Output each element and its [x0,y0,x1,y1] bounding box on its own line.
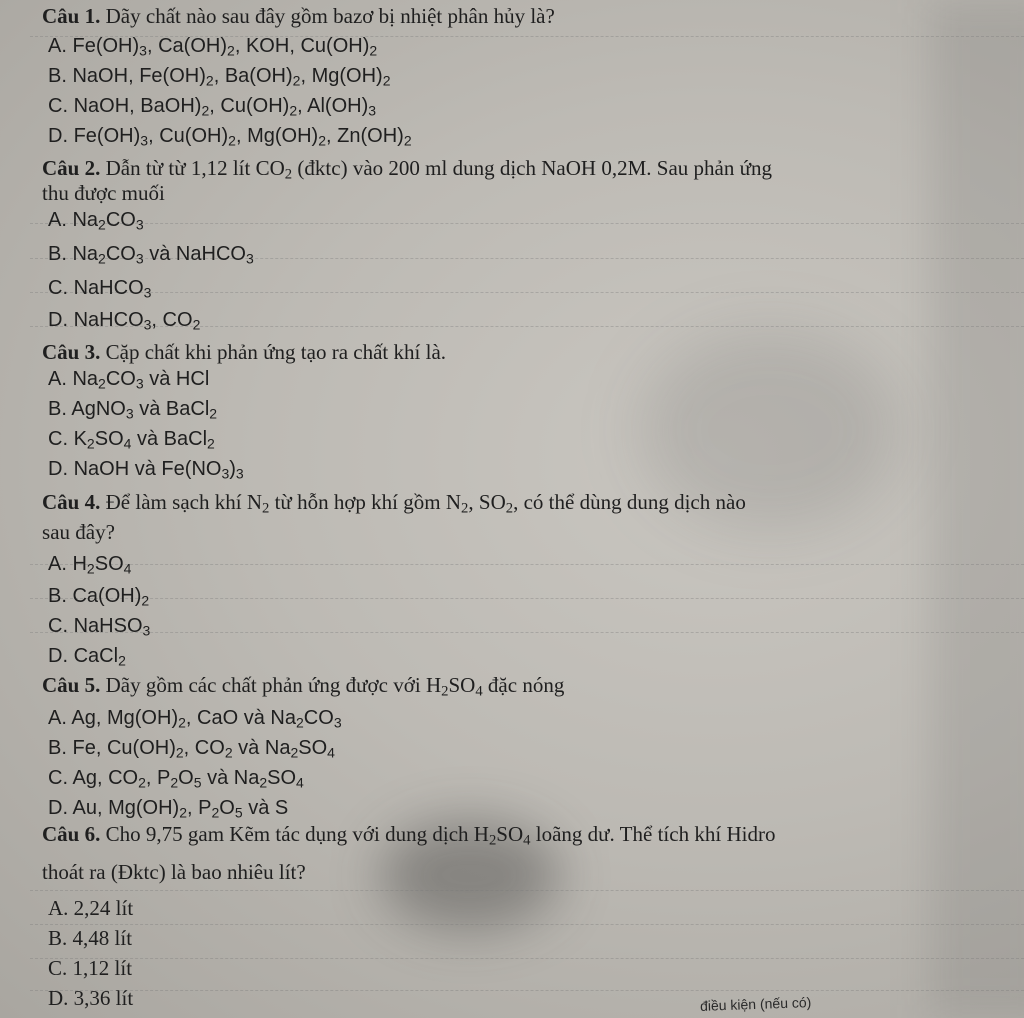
rule-line [30,924,1024,925]
option-c[interactable]: C. NaHCO$_3$ [48,277,152,301]
option-a[interactable]: A. $Na_2CO_3$ [48,209,144,233]
edge-shadow [930,0,1024,1018]
option-d[interactable]: D. CaCl$_2$ [48,645,126,669]
question-text-continued: thu được muối [42,181,165,205]
option-b[interactable]: B. Fe, $Cu(OH)_2$, $CO_2$ và $Na_2SO_4$ [48,737,335,761]
rule-line [30,958,1024,959]
question-text: Cho 9,75 gam Kẽm tác dụng với dung dịch $H_2SO_4$ loãng dư. Thể tích khí Hidro [105,822,776,849]
question-text-continued: sau đây? [42,520,115,544]
option-c[interactable]: C. Ag, $CO_2$, $P_2O_5$ và $Na_2SO_4$ [48,767,304,791]
rule-line [30,632,1024,633]
rule-line [30,890,1024,891]
question-title: Câu 4. [42,490,101,514]
question-title: Câu 6. [42,822,101,846]
question-1 [42,4,555,28]
question-2 [42,156,773,183]
question-text: Để làm sạch khí $N_2$ từ hỗn hợp khí gồm $N_2$, $SO_2$, có thể dùng dung dịch nào [105,490,746,517]
question-text: Dãy gồm các chất phản ứng được với $H_2SO_4$ đặc nóng [105,673,565,700]
question-5 [42,673,565,700]
question-title: Câu 2. [42,156,101,180]
option-b[interactable]: B. AgNO$_3$ và BaCl$_2$ [48,398,218,422]
option-b[interactable]: B. $Ca(OH)_2$ [48,585,150,609]
option-c[interactable]: C. NaHSO$_3$ [48,615,151,639]
question-3 [42,340,446,364]
option-a[interactable]: A. Ag, $Mg(OH)_2$, CaO và $Na_2CO_3$ [48,707,342,731]
rule-line [30,598,1024,599]
rule-line [30,990,1024,991]
option-d[interactable]: D. 3,36 lít [48,986,134,1010]
option-b[interactable]: B. $Na_2CO_3$ và NaHCO$_3$ [48,243,254,267]
option-d[interactable]: D. NaHCO$_3$, $CO_2$ [48,309,201,333]
option-b[interactable]: B. 4,48 lít [48,926,133,950]
option-d[interactable]: D. $Fe(OH)_3$, $Cu(OH)_2$, $Mg(OH)_2$, $Zn(OH)_2$ [48,125,412,149]
option-c[interactable]: C. 1,12 lít [48,956,133,980]
rule-line [30,564,1024,565]
question-text-continued: thoát ra (Đktc) là bao nhiêu lít? [42,860,306,884]
option-a[interactable]: A. $H_2SO_4$ [48,553,132,577]
option-d[interactable]: D. NaOH và $Fe(NO_3)_3$ [48,458,244,482]
option-b[interactable]: B. NaOH, $Fe(OH)_2$, $Ba(OH)_2$, $Mg(OH)_2$ [48,65,391,89]
question-text: Dãy chất nào sau đây gồm bazơ bị nhiệt phân hủy là? [105,4,555,28]
question-text: Dẫn từ từ 1,12 lít $CO_2$ (đktc) vào 200 ml dung dịch NaOH 0,2M. Sau phản ứng [105,156,773,183]
question-title: Câu 3. [42,340,101,364]
rule-line [30,292,1024,293]
question-text: Cặp chất khi phản ứng tạo ra chất khí là. [105,340,447,364]
option-c[interactable]: C. $K_2SO_4$ và BaCl$_2$ [48,428,215,452]
question-4 [42,490,746,517]
rule-line [30,223,1024,224]
question-title: Câu 5. [42,673,101,697]
option-a[interactable]: A. $Na_2CO_3$ và HCl [48,368,210,392]
option-a[interactable]: A. 2,24 lít [48,896,134,920]
footer-note: điều kiện (nếu có) [699,994,812,1014]
option-a[interactable]: A. $Fe(OH)_3$, $Ca(OH)_2$, KOH, $Cu(OH)_2$ [48,35,378,59]
question-title: Câu 1. [42,4,101,28]
option-c[interactable]: C. NaOH, $BaOH)_2$, $Cu(OH)_2$, $Al(OH)_3$ [48,95,377,119]
question-6 [42,822,776,849]
option-d[interactable]: D. Au, $Mg(OH)_2$, $P_2O_5$ và S [48,797,289,821]
